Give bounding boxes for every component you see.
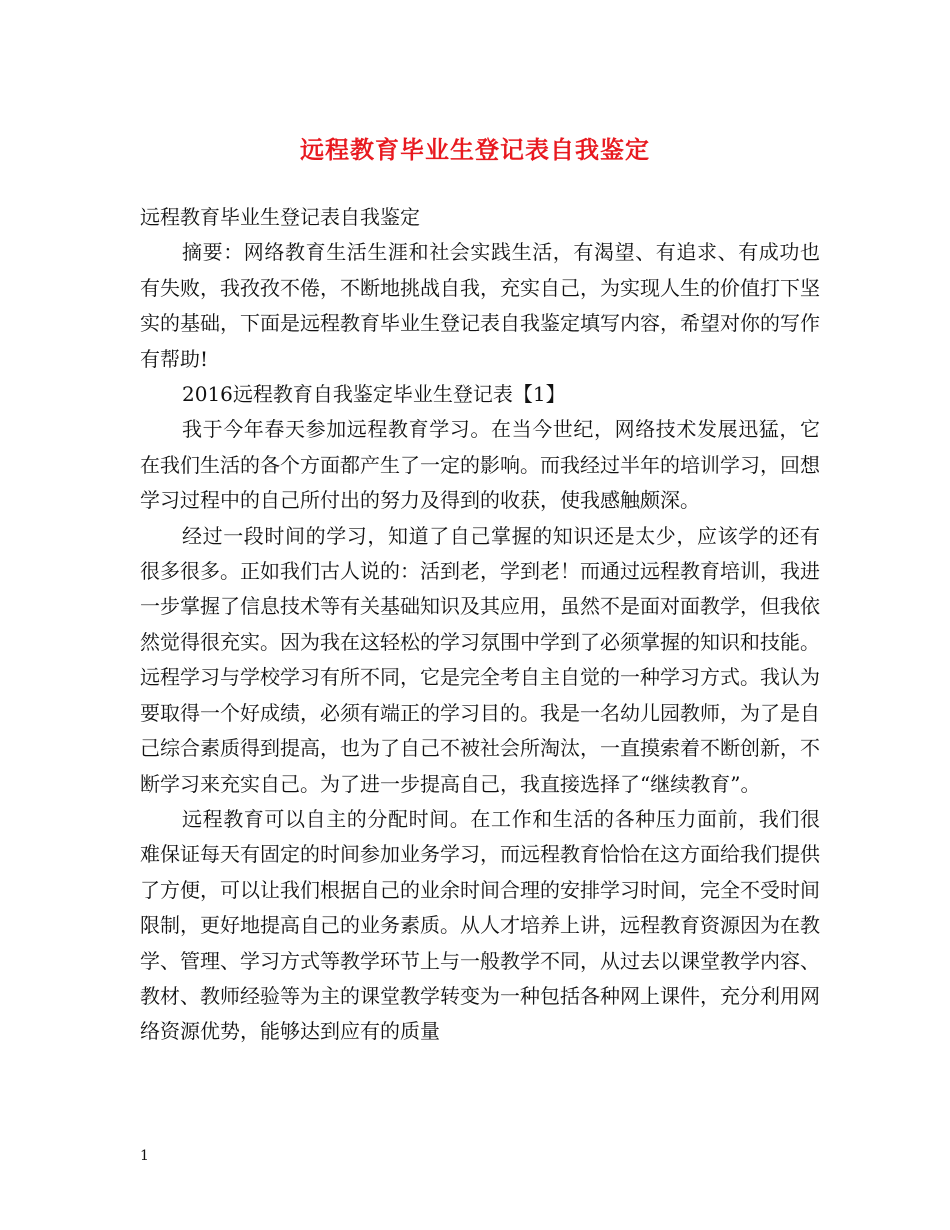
page-number: 1	[140, 1148, 149, 1164]
body-paragraph: 我于今年春天参加远程教育学习。在当今世纪，网络技术发展迅猛，它在我们生活的各个方面都产生了一定的影响。而我经过半年的培训学习，回想学习过程中的自己所付出的努力及得到的收获，使我感触颇深。	[140, 417, 820, 513]
body-paragraph: 远程教育可以自主的分配时间。在工作和生活的各种压力面前，我们很难保证每天有固定的时间参加业务学习，而远程教育恰恰在这方面给我们提供了方便，可以让我们根据自己的业余时间合理的安排学习时间，完全不受时间限制，更好地提高自己的业务素质。从人才培养上讲，远程教育资源因为在教学、管理、学习方式等教学环节上与一般教学不同，从过去以课堂教学内容、教材、教师经验等为主的课堂教学转变为一种包括各种网上课件，充分利用网络资源优势，能够达到应有的质量	[140, 806, 820, 1044]
body-paragraph: 经过一段时间的学习，知道了自己掌握的知识还是太少，应该学的还有很多很多。正如我们古人说的：活到老，学到老！而通过远程教育培训，我进一步掌握了信息技术等有关基础知识及其应用，虽然不是面对面教学，但我依然觉得很充实。因为我在这轻松的学习氛围中学到了必须掌握的知识和技能。远程学习与学校学习有所不同，它是完全考自主自觉的一种学习方式。我认为要取得一个好成绩，必须有端正的学习目的。我是一名幼儿园教师，为了是自己综合素质得到提高，也为了自己不被社会所淘汰，一直摸索着不断创新，不断学习来充实自己。为了进一步提高自己，我直接选择了“继续教育”。	[140, 523, 820, 796]
document-body	[140, 200, 820, 1050]
section-heading: 2016远程教育自我鉴定毕业生登记表【1】	[182, 382, 566, 407]
abstract-paragraph: 摘要：网络教育生活生涯和社会实践生活，有渴望、有追求、有成功也有失败，我孜孜不倦，不断地挑战自我，充实自己，为实现人生的价值打下坚实的基础，下面是远程教育毕业生登记表自我鉴定填写内容，希望对你的写作有帮助!	[140, 240, 820, 371]
document-subtitle: 远程教育毕业生登记表自我鉴定	[140, 205, 420, 229]
document-title: 远程教育毕业生登记表自我鉴定	[300, 135, 650, 164]
